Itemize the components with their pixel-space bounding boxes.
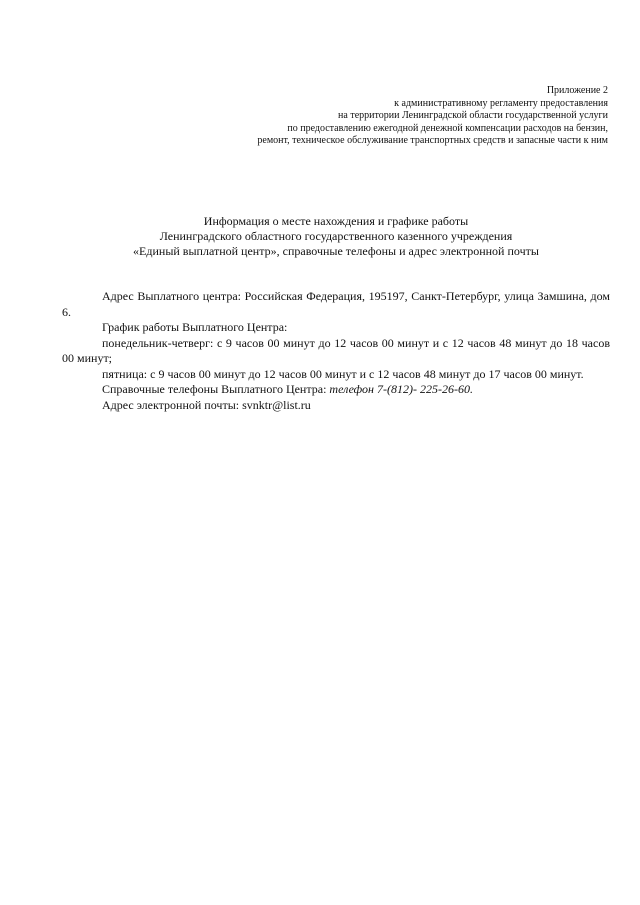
appendix-header [148,85,608,148]
phones-paragraph [62,382,610,398]
appendix-line: по предоставлению ежегодной денежной компенсации расходов на бензин, [287,122,608,134]
phones-value: телефон 7-(812)- 225-26-60. [329,382,473,396]
title-line: Информация о месте нахождения и графике работы [203,214,469,228]
title-line: «Единый выплатной центр», справочные телефоны и адрес электронной почты [133,244,539,258]
schedule-fri: пятница: с 9 часов 00 минут до 12 часов 00 минут и с 12 часов 48 минут до 17 часов 00 минут. [102,366,584,381]
appendix-line: к административному регламенту предоставления [394,97,608,109]
appendix-line: Приложение 2 [546,85,608,96]
document-title [62,214,610,259]
schedule-title: График работы Выплатного Центра: [102,320,288,334]
appendix-line: на территории Ленинградской области государственной услуги [338,110,608,122]
address-paragraph: Адрес Выплатного центра: Российская Федерация, 195197, Санкт-Петербург, улица Замшина, дом 6. [62,289,610,319]
email-paragraph: Адрес электронной почты: svnktr@list.ru [102,397,311,412]
schedule-mon-thu: понедельник-четверг: с 9 часов 00 минут до 12 часов 00 минут и с 12 часов 48 минут до 18 часов 00 минут; [62,335,610,365]
appendix-line: ремонт, техническое обслуживание транспортных средств и запасные части к ним [257,135,608,147]
title-line: Ленинградского областного государственного казенного учреждения [159,229,513,243]
phones-label: Справочные телефоны Выплатного Центра: [102,382,330,396]
document-body [62,289,610,413]
